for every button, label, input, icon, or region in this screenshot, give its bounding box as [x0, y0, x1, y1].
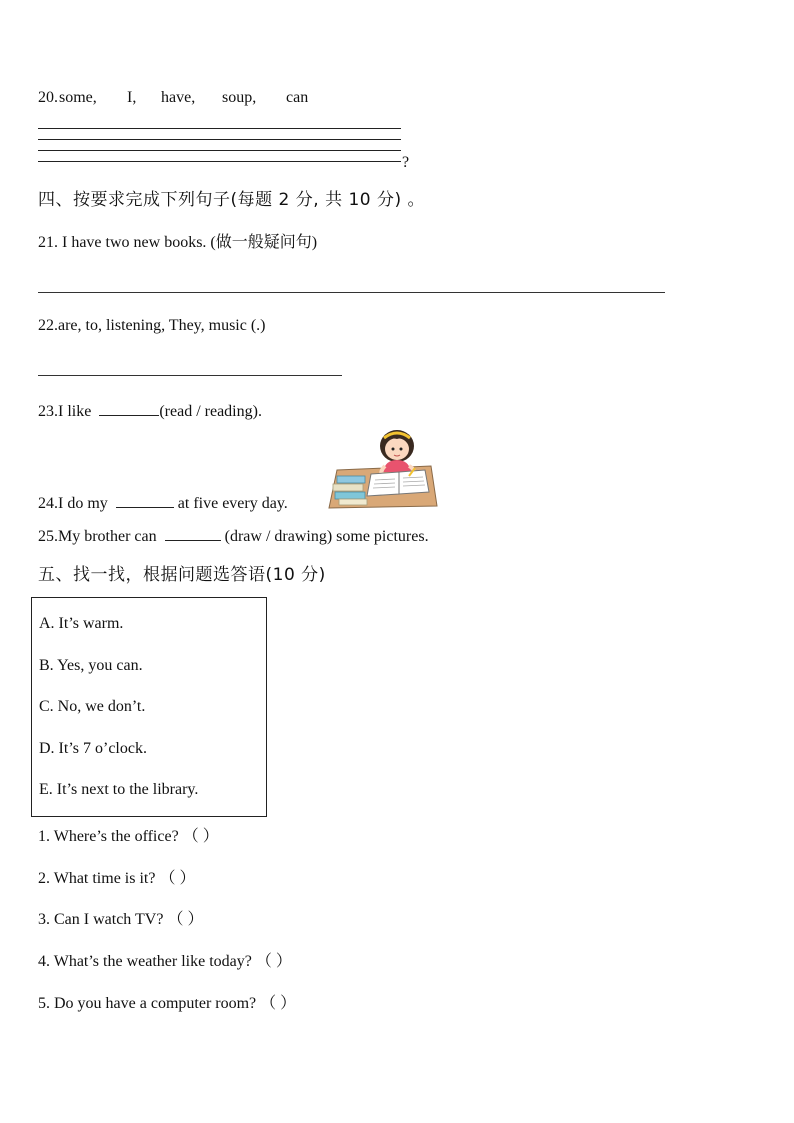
answer-parenthesis[interactable]: （ ） [182, 828, 219, 845]
q20-word: have, [161, 89, 196, 106]
q20-word: some, [59, 89, 97, 106]
question-item [38, 869, 195, 889]
question-item [38, 952, 292, 972]
q25-blank[interactable] [165, 524, 221, 541]
q23-suffix: (read / reading). [159, 403, 262, 420]
option-d: D. It’s 7 o’clock. [39, 740, 147, 757]
q24-prefix: 24.I do my [38, 495, 112, 512]
q23-text [38, 399, 262, 422]
q22-answer-line[interactable] [38, 375, 342, 376]
answer-parenthesis[interactable]: （ ） [159, 870, 196, 887]
question-item [38, 827, 219, 847]
q22-text: 22.are, to, listening, They, music (.) [38, 317, 266, 334]
question-item [38, 994, 296, 1014]
answer-line[interactable] [38, 139, 401, 140]
question-text: 3. Can I watch TV? [38, 911, 164, 928]
q25-prefix: 25.My brother can [38, 528, 161, 545]
answer-line[interactable] [38, 150, 401, 151]
option-b: B. Yes, you can. [39, 657, 143, 674]
answer-line[interactable] [38, 128, 401, 129]
girl-reading-illustration [327, 426, 439, 510]
option-e: E. It’s next to the library. [39, 781, 199, 798]
question-text: 2. What time is it? [38, 870, 156, 887]
option-c: C. No, we don’t. [39, 698, 146, 715]
q20-word: can [286, 89, 309, 106]
answer-parenthesis[interactable]: （ ） [255, 953, 292, 970]
answer-options-box [31, 597, 267, 817]
answer-parenthesis[interactable]: （ ） [167, 911, 204, 928]
q21-answer-line[interactable] [38, 292, 665, 293]
q20-question-mark: ? [402, 154, 410, 171]
q23-prefix: 23.I like [38, 403, 96, 420]
q21-text: 21. I have two new books. (做一般疑问句) [38, 234, 318, 251]
question-text: 1. Where’s the office? [38, 828, 179, 845]
q25-suffix: (draw / drawing) some pictures. [220, 528, 429, 545]
q20-word: soup, [222, 89, 257, 106]
q24-suffix: at five every day. [173, 495, 288, 512]
question-text: 5. Do you have a computer room? [38, 995, 257, 1012]
question-item [38, 910, 203, 930]
q20-number: 20. [38, 89, 58, 106]
q24-text [38, 491, 288, 514]
q23-blank[interactable] [99, 399, 159, 416]
answer-line[interactable] [38, 161, 401, 162]
q24-blank[interactable] [116, 491, 174, 508]
section-4-heading: 四、按要求完成下列句子(每题 2 分, 共 10 分) 。 [38, 190, 426, 210]
question-text: 4. What’s the weather like today? [38, 953, 252, 970]
q25-text [38, 524, 429, 547]
answer-parenthesis[interactable]: （ ） [260, 995, 297, 1012]
option-a: A. It’s warm. [39, 615, 124, 632]
q20-word: I, [127, 89, 137, 106]
section-5-heading: 五、找一找，根据问题选答语(10 分) [38, 565, 326, 585]
